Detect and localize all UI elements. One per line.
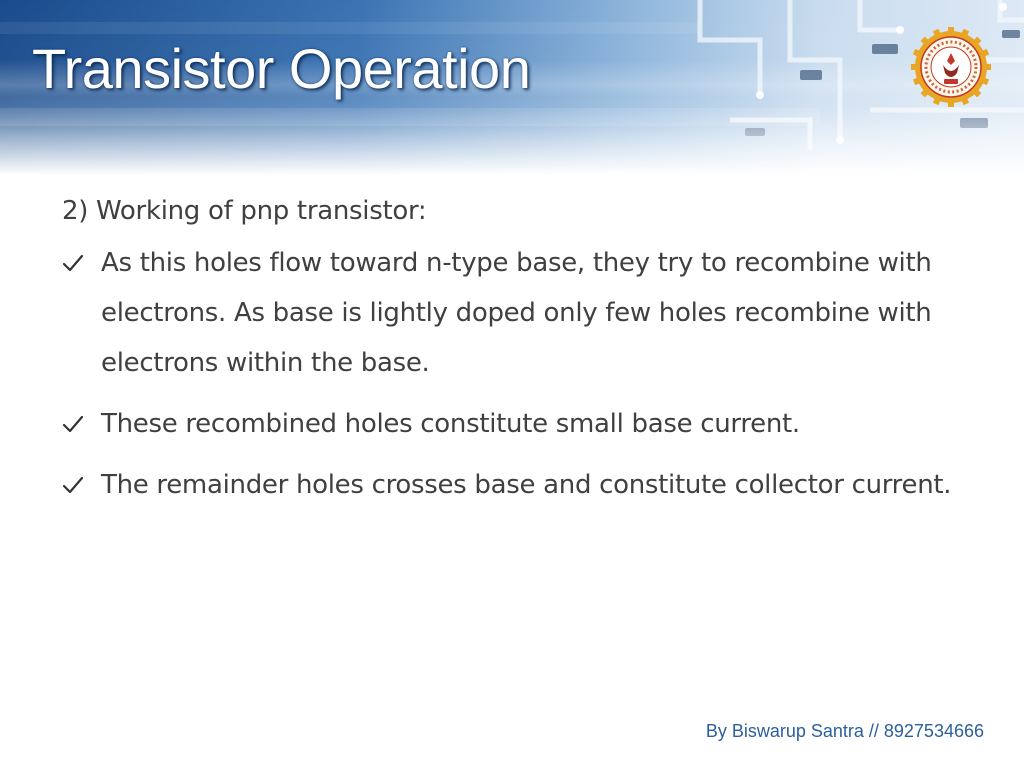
checkmark-icon [62, 238, 86, 288]
institution-seal-icon [911, 27, 991, 107]
bullet-text: The remainder holes crosses base and constitute collector current. [101, 470, 952, 500]
checkmark-icon [62, 460, 86, 510]
subheading: 2) Working of pnp transistor: [62, 196, 427, 226]
footer-credit: By Biswarup Santra // 8927534666 [705, 721, 984, 741]
slide-title: Transistor Operation [32, 37, 531, 100]
slide-content [62, 188, 962, 521]
bullet-item [62, 399, 962, 449]
bullet-item [62, 460, 962, 510]
bullet-text: These recombined holes constitute small base current. [101, 409, 800, 439]
checkmark-icon [62, 399, 86, 449]
bullet-item [62, 238, 962, 388]
bullet-text: As this holes flow toward n-type base, they try to recombine with electrons. As base is lightly doped only few holes recombine with electrons within the base. [101, 248, 932, 378]
